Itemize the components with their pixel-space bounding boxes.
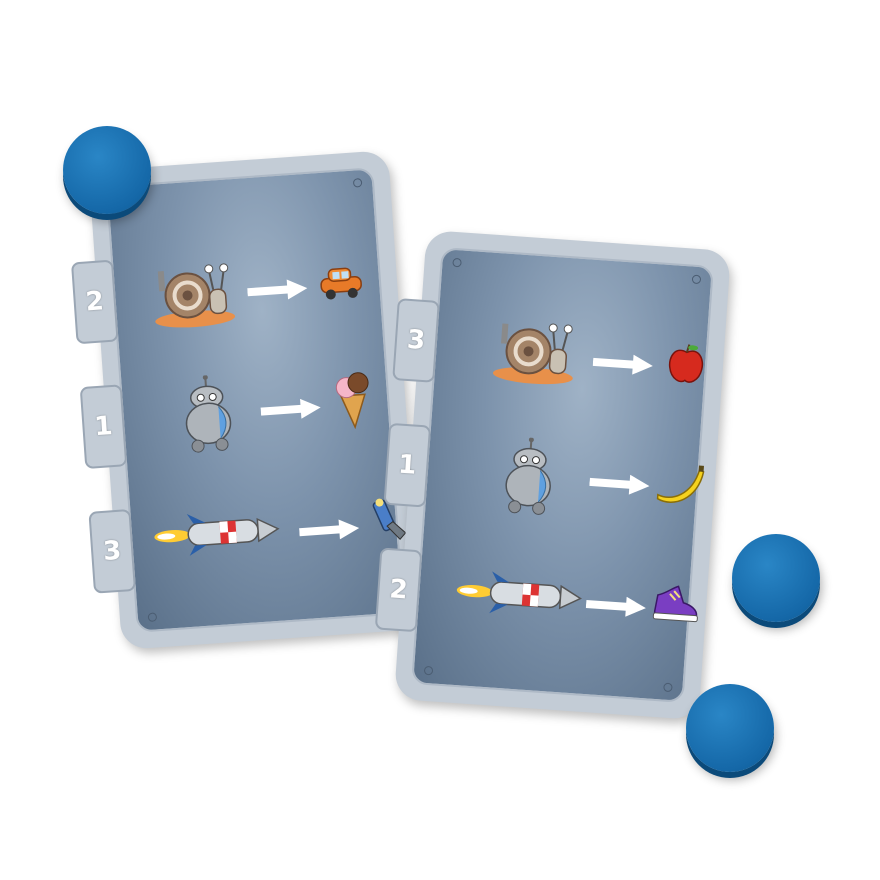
card-tab <box>384 423 432 508</box>
card-right[interactable] <box>388 230 731 720</box>
toy-car-icon <box>316 262 369 305</box>
rocket-icon <box>153 503 286 562</box>
arrow-right-icon <box>585 594 646 618</box>
card-tab <box>375 547 423 632</box>
arrow-right-icon <box>260 397 321 421</box>
tab-number: 1 <box>93 411 114 443</box>
tab-number: 3 <box>405 324 427 357</box>
card-left[interactable] <box>84 150 422 650</box>
token-top-left[interactable] <box>63 126 151 214</box>
screw-icon <box>353 178 363 188</box>
rocket-icon <box>455 565 588 624</box>
arrow-right-icon <box>299 518 360 542</box>
card-row <box>449 555 684 651</box>
screw-icon <box>692 275 702 285</box>
tab-number: 3 <box>102 535 123 567</box>
card-row <box>145 243 380 339</box>
robot-icon <box>171 373 246 458</box>
card-row <box>162 486 397 582</box>
snail-icon <box>145 258 240 334</box>
sneaker-icon <box>650 581 703 628</box>
screw-icon <box>424 666 434 676</box>
card-row <box>465 313 700 409</box>
card-row <box>153 363 388 459</box>
ice-cream-icon <box>331 368 375 431</box>
apple-icon <box>665 341 708 388</box>
card-row <box>457 433 692 529</box>
token-right-middle[interactable] <box>732 534 820 622</box>
tab-number: 2 <box>388 574 409 606</box>
screw-icon <box>663 683 673 693</box>
arrow-right-icon <box>589 472 650 496</box>
robot-icon <box>492 435 567 520</box>
screw-icon <box>148 612 158 622</box>
banana-icon <box>653 461 706 508</box>
screw-icon <box>452 258 462 268</box>
card-tab <box>71 260 119 345</box>
tab-number: 2 <box>84 286 105 318</box>
token-right-bottom[interactable] <box>686 684 774 772</box>
arrow-right-icon <box>247 278 308 302</box>
card-tab <box>80 384 128 469</box>
arrow-right-icon <box>592 352 653 376</box>
snail-icon <box>486 315 581 391</box>
card-tab <box>88 509 136 594</box>
card-tab <box>392 298 440 383</box>
tab-number: 1 <box>397 449 418 481</box>
